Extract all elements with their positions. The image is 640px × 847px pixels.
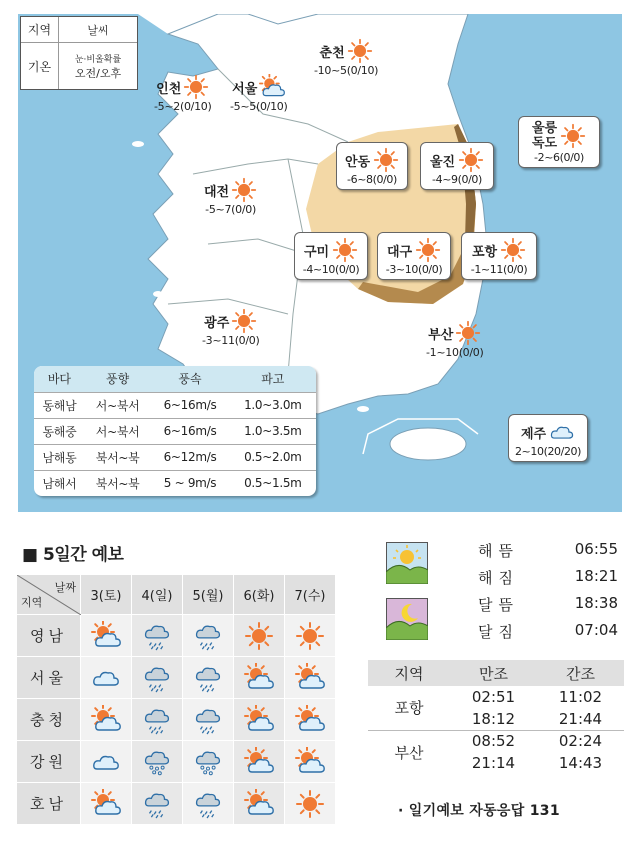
sea-cell: 북서~북 <box>85 444 150 470</box>
sea-header-sea: 바다 <box>34 366 85 392</box>
tide-low: 02:24 <box>537 730 624 752</box>
sun-icon <box>231 308 257 334</box>
forecast-cell <box>183 699 234 741</box>
city-prob: (0/0) <box>559 151 584 164</box>
city-daegu <box>377 232 451 280</box>
sun-icon <box>243 621 275 651</box>
sunmoon-label: 해짐 <box>478 569 519 587</box>
snow-icon <box>141 747 173 777</box>
sunmoon-label: 달뜸 <box>478 596 519 614</box>
table-row <box>368 686 624 708</box>
city-busan <box>426 320 483 359</box>
sea-cell: 0.5~2.0m <box>230 444 316 470</box>
sun-icon <box>294 789 326 819</box>
city-temp: -10~5 <box>314 64 347 77</box>
forecast-cell <box>81 741 132 783</box>
rain-icon <box>141 789 173 819</box>
forecast-cell <box>132 699 183 741</box>
legend-precip-label: 눈·비올확률 <box>74 54 122 65</box>
city-prob: (0/0) <box>334 263 360 276</box>
forecast-cell <box>81 699 132 741</box>
forecast-row <box>17 783 336 825</box>
city-prob: (20/20) <box>543 445 582 458</box>
forecast-cell <box>132 657 183 699</box>
sea-header-wind-dir: 풍향 <box>85 366 150 392</box>
forecast-cell <box>183 615 234 657</box>
forecast-region: 영남 <box>17 615 81 657</box>
sun-icon <box>294 621 326 651</box>
tide-place: 포항 <box>394 699 424 718</box>
sea-cell: 서~북서 <box>85 418 150 444</box>
sunmoon-label: 달짐 <box>478 623 519 641</box>
sunmoon-time: 07:04 <box>574 621 618 639</box>
sea-cell: 동해남 <box>34 392 85 418</box>
city-prob: (0/0) <box>234 334 260 347</box>
sea-header-wind-speed: 풍속 <box>150 366 229 392</box>
sun-icon <box>415 237 441 263</box>
tide-high: 21:14 <box>471 754 516 772</box>
forecast-day: 5(월) <box>183 575 234 615</box>
forecast-row <box>17 741 336 783</box>
city-name: 부산 <box>428 327 454 343</box>
city-temp: -1~10 <box>426 346 459 359</box>
city-temp: 2~10 <box>514 445 544 458</box>
legend-ampm-label: 오전/오후 <box>74 66 122 80</box>
city-chuncheon <box>314 38 378 77</box>
sun-icon <box>183 74 209 100</box>
forecast-cell <box>285 741 336 783</box>
moonset-row <box>478 621 618 642</box>
weather-map <box>18 14 622 512</box>
sun-cloud-icon <box>90 621 122 651</box>
sun-icon <box>560 123 586 149</box>
city-prob: (0/10) <box>179 100 212 113</box>
rain-icon <box>141 663 173 693</box>
cloud-icon <box>90 663 122 693</box>
city-daejeon <box>204 177 257 216</box>
sea-cell: 0.5~1.5m <box>230 470 316 496</box>
sun-icon <box>458 147 484 173</box>
city-incheon <box>154 74 211 113</box>
city-seoul <box>230 74 287 113</box>
sun-cloud-icon <box>243 705 275 735</box>
city-prob: (0/0) <box>231 203 256 216</box>
forecast-cell <box>234 783 285 825</box>
city-gumi <box>294 232 368 280</box>
city-temp: -3~11 <box>202 334 235 347</box>
city-name: 안동 <box>344 154 371 170</box>
snow-icon <box>192 747 224 777</box>
table-row <box>34 418 316 444</box>
table-row <box>34 470 316 496</box>
forecast-cell <box>234 699 285 741</box>
city-gwangju <box>202 308 259 347</box>
forecast-row <box>17 657 336 699</box>
city-name: 구미 <box>303 244 330 260</box>
moonrise-row <box>478 594 618 615</box>
corner-date-label: 날짜 <box>54 581 76 594</box>
city-temp: -5~5 <box>230 100 256 113</box>
tide-header-low: 간조 <box>537 660 624 686</box>
forecast-day: 4(일) <box>132 575 183 615</box>
forecast-cell <box>234 657 285 699</box>
sea-condition-table <box>34 366 316 496</box>
city-prob: (0/0) <box>458 346 484 359</box>
tide-header-region: 지역 <box>368 660 450 686</box>
sea-cell: 6~16m/s <box>150 418 229 444</box>
forecast-day: 6(화) <box>234 575 285 615</box>
city-temp: -3~10 <box>385 263 418 276</box>
sea-cell: 남해서 <box>34 470 85 496</box>
city-name: 광주 <box>204 315 230 331</box>
forecast-cell <box>183 657 234 699</box>
forecast-title: ■ 5일간 예보 <box>22 545 124 565</box>
sun-cloud-icon <box>259 74 285 100</box>
forecast-cell <box>132 615 183 657</box>
city-name: 제주 <box>520 426 547 442</box>
city-name: 춘천 <box>319 45 345 61</box>
table-row <box>368 730 624 752</box>
sea-header-wave: 파고 <box>230 366 316 392</box>
sea-cell: 5 ~ 9m/s <box>150 470 229 496</box>
tide-low: 14:43 <box>558 754 603 772</box>
cloud-icon <box>549 419 575 445</box>
sunmoon-time: 18:38 <box>574 594 618 612</box>
cloud-icon <box>90 747 122 777</box>
forecast-cell <box>234 615 285 657</box>
tide-place: 부산 <box>368 730 450 774</box>
forecast-cell <box>183 741 234 783</box>
city-uljin <box>420 142 494 190</box>
forecast-day: 7(수) <box>285 575 336 615</box>
sea-cell: 6~12m/s <box>150 444 229 470</box>
rain-icon <box>192 621 224 651</box>
rain-icon <box>192 663 224 693</box>
forecast-region: 충청 <box>17 699 81 741</box>
sunset-row <box>478 567 618 588</box>
city-name-2: 독도 <box>531 136 558 151</box>
jeju-island <box>390 428 466 460</box>
forecast-cell <box>285 783 336 825</box>
city-prob: (0/10) <box>346 64 379 77</box>
rain-icon <box>141 621 173 651</box>
sunrise-row <box>478 540 618 561</box>
city-prob: (0/0) <box>502 263 528 276</box>
tide-low: 21:44 <box>558 709 603 728</box>
sun-cloud-icon <box>294 705 326 735</box>
tide-high: 18:12 <box>471 709 516 728</box>
legend-temp-label: 기온 <box>21 43 59 89</box>
sun-icon <box>347 38 373 64</box>
sea-cell: 북서~북 <box>85 470 150 496</box>
sea-cell: 서~북서 <box>85 392 150 418</box>
sea-cell: 남해동 <box>34 444 85 470</box>
sun-cloud-icon <box>294 747 326 777</box>
sun-icon <box>373 147 399 173</box>
sea-cell: 1.0~3.5m <box>230 418 316 444</box>
forecast-cell <box>234 741 285 783</box>
forecast-region: 강원 <box>17 741 81 783</box>
forecast-row <box>17 615 336 657</box>
sun-cloud-icon <box>243 663 275 693</box>
city-name: 울릉 <box>531 121 558 136</box>
city-prob: (0/0) <box>417 263 443 276</box>
sun-cloud-icon <box>243 747 275 777</box>
sunmoon-time: 18:21 <box>574 567 618 585</box>
table-row <box>34 392 316 418</box>
forecast-cell <box>285 615 336 657</box>
map-legend <box>20 16 138 90</box>
legend-weather-label: 날씨 <box>87 23 109 37</box>
sun-cloud-icon <box>294 663 326 693</box>
city-temp: -1~11 <box>470 263 503 276</box>
city-name: 대전 <box>204 184 230 200</box>
moonrise-moonset-icon <box>386 598 428 640</box>
sunrise-sunset-icon <box>386 542 428 584</box>
forecast-cell <box>285 657 336 699</box>
tide-high: 02:51 <box>471 688 516 706</box>
city-temp: -5~2 <box>154 100 180 113</box>
corner-region-label: 지역 <box>21 596 43 609</box>
city-name: 울진 <box>429 154 456 170</box>
city-name: 인천 <box>156 81 182 97</box>
sunmoon-time: 06:55 <box>574 540 618 558</box>
sun-cloud-icon <box>90 789 122 819</box>
rain-icon <box>141 705 173 735</box>
forecast-region: 서울 <box>17 657 81 699</box>
city-name: 서울 <box>232 81 258 97</box>
city-prob: (0/0) <box>457 173 482 186</box>
city-ulleung <box>518 116 600 168</box>
sun-icon <box>231 177 257 203</box>
city-prob: (0/10) <box>255 100 288 113</box>
sun-icon <box>455 320 481 346</box>
forecast-cell <box>81 615 132 657</box>
city-jeju <box>508 414 588 462</box>
table-row <box>34 444 316 470</box>
city-pohang <box>461 232 537 280</box>
tide-high: 08:52 <box>450 730 537 752</box>
city-andong <box>336 142 408 190</box>
forecast-row <box>17 699 336 741</box>
sun-icon <box>332 237 358 263</box>
city-name: 대구 <box>386 244 413 260</box>
city-temp: -4~9 <box>432 173 458 186</box>
city-temp: -6~8 <box>347 173 373 186</box>
sun-cloud-icon <box>90 705 122 735</box>
city-temp: -4~10 <box>302 263 335 276</box>
sea-cell: 6~16m/s <box>150 392 229 418</box>
tide-low: 11:02 <box>558 688 603 706</box>
sea-cell: 1.0~3.0m <box>230 392 316 418</box>
forecast-cell <box>132 783 183 825</box>
tide-table <box>368 660 624 774</box>
sunmoon-label: 해뜸 <box>478 542 519 560</box>
forecast-cell <box>81 783 132 825</box>
sea-cell: 동해중 <box>34 418 85 444</box>
forecast-cell <box>132 741 183 783</box>
auto-response-note: · 일기예보 자동응답 131 <box>398 803 560 819</box>
city-temp: -2~6 <box>534 151 560 164</box>
forecast-cell <box>285 699 336 741</box>
forecast-cell <box>81 657 132 699</box>
city-temp: -5~7 <box>205 203 232 216</box>
tide-header-high: 만조 <box>450 660 537 686</box>
city-name: 포항 <box>471 244 498 260</box>
forecast-day: 3(토) <box>81 575 132 615</box>
forecast-corner <box>17 575 81 615</box>
legend-region-label: 지역 <box>21 17 59 42</box>
forecast-table <box>16 574 336 825</box>
forecast-region: 호남 <box>17 783 81 825</box>
city-prob: (0/0) <box>372 173 397 186</box>
sun-cloud-icon <box>243 789 275 819</box>
rain-icon <box>192 789 224 819</box>
forecast-cell <box>183 783 234 825</box>
rain-icon <box>192 705 224 735</box>
sun-icon <box>500 237 526 263</box>
